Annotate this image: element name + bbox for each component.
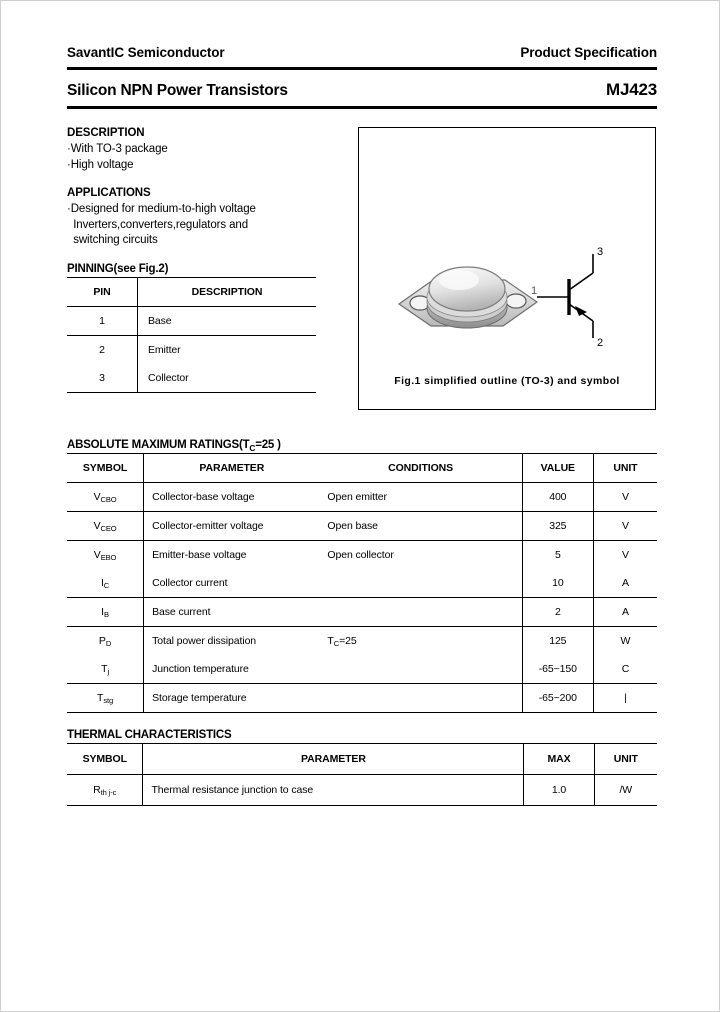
table-row: [67, 775, 657, 806]
spacer: [67, 173, 352, 187]
body-area: [67, 127, 657, 427]
pin-description: Base: [138, 306, 317, 335]
table-row: [67, 655, 657, 684]
rating-conditions: [319, 684, 522, 713]
rating-conditions: [319, 655, 522, 684]
conditions-base: T: [327, 635, 334, 647]
column-header-symbol: SYMBOL: [67, 454, 144, 483]
rating-parameter: Junction temperature: [144, 655, 320, 684]
ratings-heading-subscript: C: [249, 443, 256, 453]
applications-heading: APPLICATIONS: [67, 187, 151, 199]
sheet-content: [67, 45, 657, 806]
symbol-base: T: [97, 692, 104, 704]
rating-symbol: [67, 655, 144, 684]
rating-unit: V: [621, 549, 629, 561]
rating-conditions: [319, 569, 522, 598]
rating-unit: V: [593, 512, 657, 541]
rating-symbol: [67, 598, 144, 627]
rating-parameter: Collector-emitter voltage: [144, 512, 320, 541]
rating-value: 325: [522, 512, 593, 541]
table-row: [67, 569, 657, 598]
figure-box: [358, 127, 656, 410]
pin-description: Collector: [138, 364, 317, 393]
thermal-characteristics-table: [67, 743, 657, 806]
column-header-symbol: SYMBOL: [67, 744, 143, 775]
symbol-base: V: [93, 549, 101, 561]
table-header-row: [67, 744, 657, 775]
rating-value: 400: [522, 483, 593, 512]
header-divider: [67, 67, 657, 70]
rating-parameter: Collector current: [144, 569, 320, 598]
applications-bullet: ·Designed for medium-to-high voltage: [67, 203, 256, 215]
rating-conditions: Open emitter: [319, 483, 522, 512]
symbol-subscript: stg: [103, 696, 114, 706]
title-row: [67, 80, 657, 100]
rating-value: 5: [522, 541, 593, 570]
symbol-subscript: C: [103, 581, 110, 591]
document-header: [67, 45, 657, 60]
ratings-heading: [67, 439, 657, 451]
pinning-table: [67, 277, 316, 393]
rating-value: -65~150: [522, 655, 593, 684]
symbol-base: V: [93, 520, 101, 532]
left-column: [67, 127, 352, 393]
symbol-subscript: CBO: [100, 495, 117, 505]
symbol-subscript: EBO: [100, 553, 117, 563]
title-divider: [67, 106, 657, 109]
symbol-pin-label-2: 2: [597, 337, 604, 348]
table-row: [67, 483, 657, 512]
column-header-max: MAX: [524, 744, 594, 775]
table-header-row: [67, 277, 316, 306]
table-row: [67, 364, 316, 393]
spacer: [67, 249, 352, 263]
table-row: [67, 306, 316, 335]
conditions-subscript: C: [333, 639, 340, 649]
thermal-max: 1.0: [524, 775, 594, 806]
rating-conditions: [319, 627, 522, 656]
symbol-pin-label-3: 3: [597, 246, 604, 258]
rating-unit: W: [620, 635, 631, 647]
thermal-parameter: Thermal resistance junction to case: [143, 775, 524, 806]
absolute-maximum-ratings-table: [67, 453, 657, 713]
pin-number: 3: [67, 364, 138, 393]
description-heading: DESCRIPTION: [67, 127, 145, 139]
ratings-heading-suffix: =25 ): [255, 439, 281, 451]
column-header-pin: PIN: [67, 277, 138, 306]
description-bullet: ·High voltage: [67, 158, 134, 171]
symbol-base: R: [93, 784, 101, 796]
applications-bullet: switching circuits: [67, 234, 158, 246]
rating-parameter: Total power dissipation: [152, 635, 257, 647]
thermal-heading: THERMAL CHARACTERISTICS: [67, 729, 232, 741]
rating-parameter: Base current: [144, 598, 320, 627]
rating-conditions: [319, 598, 522, 627]
column-header-unit: UNIT: [594, 744, 657, 775]
rating-unit: A: [593, 569, 657, 598]
rating-value: 2: [522, 598, 593, 627]
column-header-conditions: CONDITIONS: [319, 454, 522, 483]
symbol-base: I: [100, 577, 104, 589]
table-row: [67, 512, 657, 541]
rating-unit: A: [593, 598, 657, 627]
symbol-subscript: CEO: [100, 524, 117, 534]
thermal-symbol: [67, 775, 143, 806]
rating-conditions: Open base: [319, 512, 522, 541]
rating-value: -65~200: [522, 684, 593, 713]
table-header-row: [67, 454, 657, 483]
npn-transistor-symbol: [531, 246, 627, 348]
pin-number: 2: [67, 335, 138, 364]
page-title: Silicon NPN Power Transistors: [67, 82, 288, 99]
table-row: [67, 598, 657, 627]
symbol-base: T: [101, 663, 108, 675]
to3-package-image: [393, 246, 543, 341]
conditions-tail: =25: [339, 635, 357, 647]
ratings-heading-prefix: ABSOLUTE MAXIMUM RATINGS(T: [67, 439, 250, 451]
figure-caption: Fig.1 simplified outline (TO-3) and symbol: [394, 375, 620, 387]
column-header-parameter: PARAMETER: [144, 454, 320, 483]
rating-value: 10: [522, 569, 593, 598]
company-name: SavantIC Semiconductor: [67, 45, 225, 60]
rating-symbol: [67, 512, 144, 541]
rating-parameter: Emitter-base voltage: [152, 549, 247, 561]
table-row: [67, 335, 316, 364]
rating-conditions: Open collector: [319, 541, 522, 570]
applications-bullet: Inverters,converters,regulators and: [67, 218, 249, 231]
symbol-base: I: [101, 606, 104, 618]
rating-symbol: [67, 684, 144, 713]
symbol-base: P: [98, 635, 106, 647]
column-header-description: DESCRIPTION: [138, 277, 317, 306]
symbol-subscript: B: [104, 610, 109, 620]
rating-unit: V: [593, 483, 657, 512]
rating-symbol: [67, 627, 144, 656]
document-type: Product Specification: [520, 45, 657, 60]
symbol-pin-label-1: 1: [531, 285, 538, 297]
rating-symbol: [67, 541, 144, 570]
table-row: [67, 627, 657, 656]
rating-value: 125: [522, 627, 593, 656]
symbol-base: V: [93, 491, 101, 503]
column-header-unit: UNIT: [593, 454, 657, 483]
pin-number: 1: [67, 306, 138, 335]
rating-symbol: [67, 483, 144, 512]
table-row: [67, 684, 657, 713]
table-row: [67, 541, 657, 570]
symbol-subscript: D: [105, 639, 112, 649]
rating-parameter: Collector-base voltage: [144, 483, 320, 512]
column-header-parameter: PARAMETER: [143, 744, 524, 775]
rating-unit: |: [593, 684, 657, 713]
part-number: MJ423: [606, 80, 657, 99]
rating-unit: C: [593, 655, 657, 684]
description-bullet: ·With TO-3 package: [67, 143, 168, 155]
rating-parameter: Storage temperature: [144, 684, 320, 713]
symbol-subscript: j: [107, 667, 110, 677]
thermal-unit: /W: [594, 775, 657, 806]
rating-symbol: [67, 569, 144, 598]
pin-description: Emitter: [148, 343, 181, 356]
column-header-value: VALUE: [522, 454, 593, 483]
pinning-heading: PINNING(see Fig.2): [67, 262, 169, 275]
symbol-subscript: th j-c: [100, 788, 117, 798]
